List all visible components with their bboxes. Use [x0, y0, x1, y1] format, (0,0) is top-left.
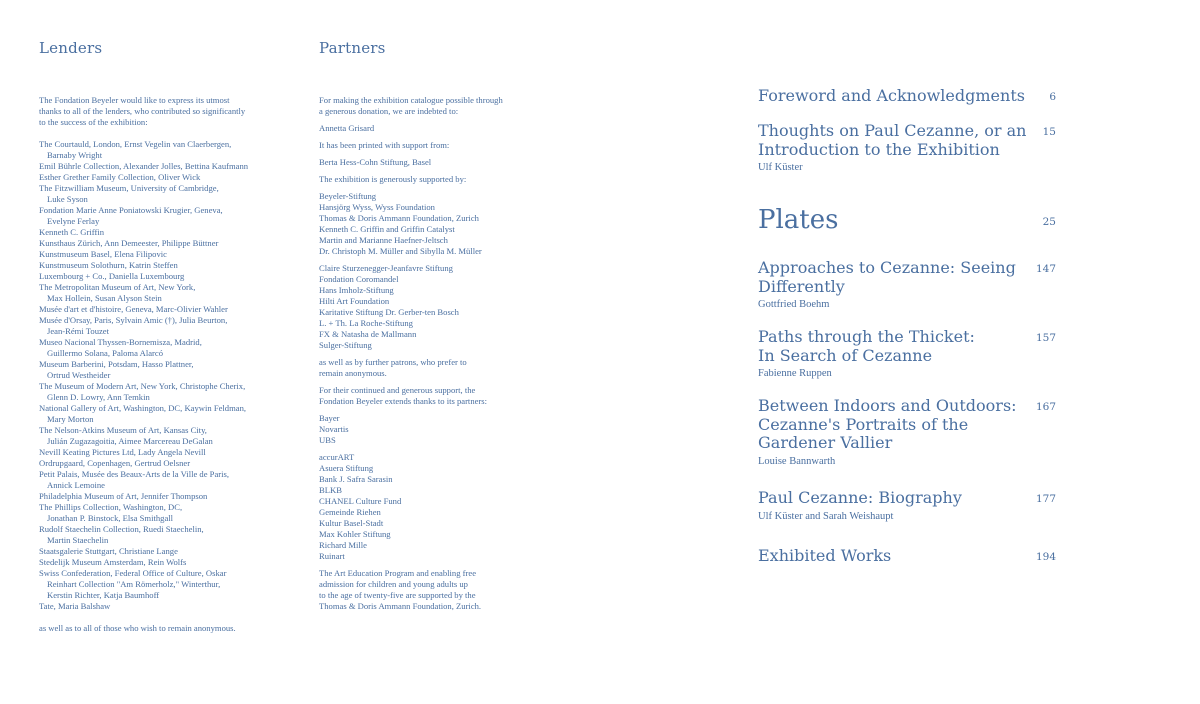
lender-entry-line: Guillermo Solana, Paloma Alarcó: [47, 348, 163, 358]
toc-page-number: 157: [1035, 332, 1056, 344]
toc-title-line: Approaches to Cezanne: Seeing: [758, 258, 1016, 277]
toc-title-line: Thoughts on Paul Cezanne, or an: [758, 121, 1027, 140]
partner-line: Kenneth C. Griffin and Griffin Catalyst: [319, 224, 455, 234]
toc-title-line: Cezanne's Portraits of the: [758, 414, 969, 434]
lender-entry-line: The Metropolitan Museum of Art, New York,: [39, 282, 196, 292]
toc-entry-title: [758, 328, 1010, 365]
partner-line: It has been printed with support from:: [319, 140, 450, 150]
toc-page-number: 15: [1042, 126, 1056, 138]
lender-entry-line: Julián Zugazagoitia, Aimee Marcereau DeGalan: [47, 436, 213, 446]
lender-entry-line: Staatsgalerie Stuttgart, Christiane Lange: [39, 546, 178, 556]
lender-entry-line: Stedelijk Museum Amsterdam, Rein Wolfs: [39, 557, 187, 567]
partner-line: admission for children and young adults up: [319, 579, 468, 589]
partner-line: to the age of twenty-five are supported by the: [319, 590, 476, 600]
partner-line: Fondation Beyeler extends thanks to its partners:: [319, 396, 488, 406]
partner-line: Beyeler-Stiftung: [319, 191, 377, 201]
partner-line: BLKB: [319, 485, 342, 495]
partner-line: Berta Hess-Cohn Stiftung, Basel: [319, 157, 432, 167]
toc-entry-title: [758, 86, 1025, 106]
partner-line: accurART: [319, 452, 355, 462]
toc-page-number: 177: [1035, 493, 1056, 505]
lender-entry-line: Evelyne Ferlay: [47, 216, 100, 226]
toc-entry-title: [758, 121, 1027, 159]
lender-entry-line: Philadelphia Museum of Art, Jennifer Thompson: [39, 491, 208, 501]
toc-title-line: Foreword and Acknowledgments: [758, 86, 1025, 105]
lenders-closing: as well as to all of those who wish to remain anonymous.: [39, 623, 236, 633]
lender-entry-line: Fondation Marie Anne Poniatowski Krugier, Geneva,: [39, 205, 223, 215]
partners-heading: Partners: [319, 39, 386, 57]
toc-page-number: 6: [1049, 91, 1056, 103]
toc-title-line: Gardener Vallier: [758, 433, 893, 452]
toc-author: Ulf Küster: [758, 162, 803, 173]
lender-entry-line: Max Hollein, Susan Alyson Stein: [47, 293, 162, 303]
lender-entry-line: Tate, Maria Balshaw: [39, 601, 111, 611]
partner-line: Asuera Stiftung: [319, 463, 374, 473]
lender-entry-line: Kunstmuseum Solothurn, Katrin Steffen: [39, 260, 178, 270]
lenders-intro-line: thanks to all of the lenders, who contributed so significantly: [39, 106, 246, 116]
lenders-intro-line: to the success of the exhibition:: [39, 117, 148, 127]
lender-entry-line: Martin Staechelin: [47, 535, 109, 545]
lender-entry-line: Glenn D. Lowry, Ann Temkin: [47, 392, 150, 402]
lender-entry-line: Kunstmuseum Basel, Elena Filipovic: [39, 249, 167, 259]
lender-entry-line: The Phillips Collection, Washington, DC,: [39, 502, 183, 512]
partner-line: Sulger-Stiftung: [319, 340, 372, 350]
toc-title-line: Between Indoors and Outdoors:: [758, 396, 1017, 415]
partner-line: CHANEL Culture Fund: [319, 496, 402, 506]
partner-line: Dr. Christoph M. Müller and Sibylla M. Müller: [319, 246, 482, 256]
lender-entry-line: Musée d'art et d'histoire, Geneva, Marc-Olivier Wahler: [39, 304, 228, 314]
partner-line: For their continued and generous support, the: [319, 385, 476, 395]
partner-line: UBS: [319, 435, 336, 445]
lender-entry-line: Rudolf Staechelin Collection, Ruedi Staechelin,: [39, 524, 204, 534]
spacer: [39, 128, 248, 139]
lender-entry-line: Swiss Confederation, Federal Office of Culture, Oskar: [39, 568, 227, 578]
partner-line: Annetta Grisard: [319, 123, 375, 133]
partner-line: Bayer: [319, 413, 340, 423]
partner-line: Hilti Art Foundation: [319, 296, 390, 306]
toc-entry-title: [758, 547, 1010, 566]
lender-entry-line: Kerstin Richter, Katja Baumhoff: [47, 590, 160, 600]
lenders-intro-line: The Fondation Beyeler would like to express its utmost: [39, 95, 230, 105]
toc-title-line: Paul Cezanne: Biography: [758, 488, 962, 507]
toc-page-number: 25: [1042, 216, 1056, 228]
partner-line: a generous donation, we are indebted to:: [319, 106, 459, 116]
partner-line: Bank J. Safra Sarasin: [319, 474, 393, 484]
partner-line: FX & Natasha de Mallmann: [319, 329, 417, 339]
partner-line: remain anonymous.: [319, 368, 387, 378]
partner-line: Ruinart: [319, 551, 345, 561]
partner-line: L. + Th. La Roche-Stiftung: [319, 318, 413, 328]
toc-page-number: 147: [1035, 263, 1056, 275]
partner-line: The exhibition is generously supported by:: [319, 174, 467, 184]
partner-line: Thomas & Doris Ammann Foundation, Zurich.: [319, 601, 482, 611]
toc-entry-title: [758, 258, 1016, 296]
partner-line: Karitative Stiftung Dr. Gerber-ten Bosch: [319, 307, 459, 317]
lender-entry-line: The Fitzwilliam Museum, University of Cambridge,: [39, 183, 219, 193]
partner-line: Kultur Basel-Stadt: [319, 518, 384, 528]
lender-entry-line: Emil Bührle Collection, Alexander Jolles, Bettina Kaufmann: [39, 161, 249, 171]
partner-line: Gemeinde Riehen: [319, 507, 381, 517]
lender-entry-line: Mary Morton: [47, 414, 94, 424]
lenders-heading: Lenders: [39, 39, 103, 57]
partner-line: Max Kohler Stiftung: [319, 529, 391, 539]
partner-line: Fondation Coromandel: [319, 274, 399, 284]
lender-entry-line: Reinhart Collection "Am Römerholz," Winterthur,: [47, 579, 221, 589]
lender-entry-line: Museum Barberini, Potsdam, Hasso Plattner,: [39, 359, 194, 369]
toc-title-line: In Search of Cezanne: [758, 345, 933, 365]
lender-entry-line: Museo Nacional Thyssen-Bornemisza, Madrid,: [39, 337, 202, 347]
lender-entry-line: Barnaby Wright: [47, 150, 103, 160]
partner-line: as well as by further patrons, who prefer to: [319, 357, 467, 367]
partner-line: Hans Imholz-Stiftung: [319, 285, 394, 295]
lender-entry-line: Musée d'Orsay, Paris, Sylvain Amic (†), Julia Beurton,: [39, 315, 228, 325]
partner-line: Richard Mille: [319, 540, 367, 550]
lender-entry-line: Kenneth C. Griffin: [39, 227, 104, 237]
partner-line: The Art Education Program and enabling free: [319, 568, 477, 578]
lender-entry-line: Petit Palais, Musée des Beaux-Arts de la Ville de Paris,: [39, 469, 230, 479]
lender-entry-line: Esther Grether Family Collection, Oliver Wick: [39, 172, 201, 182]
lender-entry-line: The Nelson-Atkins Museum of Art, Kansas City,: [39, 425, 207, 435]
toc-entry-title: [758, 489, 1010, 508]
lender-entry-line: National Gallery of Art, Washington, DC, Kaywin Feldman,: [39, 403, 247, 413]
toc-page-number: 194: [1035, 551, 1056, 563]
lender-entry-line: Nevill Keating Pictures Ltd, Lady Angela Nevill: [39, 447, 206, 457]
partner-line: Thomas & Doris Ammann Foundation, Zurich: [319, 213, 479, 223]
lender-entry-line: Ordrupgaard, Copenhagen, Gertrud Oelsner: [39, 458, 191, 468]
toc-entry-title: [758, 396, 1017, 453]
toc-entry-title: [758, 205, 1010, 235]
partners-list: [319, 95, 503, 612]
partner-line: For making the exhibition catalogue possible through: [319, 95, 503, 105]
toc-title-line: Differently: [758, 276, 845, 296]
toc-author: Gottfried Boehm: [758, 299, 830, 310]
lender-entry-line: Kunsthaus Zürich, Ann Demeester, Philippe Büttner: [39, 238, 219, 248]
toc-title-line: Plates: [758, 205, 839, 235]
lender-entry-line: Annick Lemoine: [47, 480, 105, 490]
toc-author: Fabienne Ruppen: [758, 368, 832, 379]
toc-title-line: Introduction to the Exhibition: [758, 139, 1000, 159]
lender-entry-line: Jean-Rémi Touzet: [47, 326, 110, 336]
spacer: [39, 612, 248, 623]
toc-page-number: 167: [1035, 401, 1056, 413]
lender-entry-line: Jonathan P. Binstock, Elsa Smithgall: [47, 513, 174, 523]
lender-entry-line: Ortrud Westheider: [47, 370, 111, 380]
lender-entry-line: Luxembourg + Co., Daniella Luxembourg: [39, 271, 185, 281]
partner-line: Novartis: [319, 424, 349, 434]
partner-line: Martin and Marianne Haefner-Jeltsch: [319, 235, 448, 245]
partner-line: Hansjörg Wyss, Wyss Foundation: [319, 202, 435, 212]
partner-line: Claire Sturzenegger-Jeanfavre Stiftung: [319, 263, 453, 273]
lenders-list: [39, 95, 248, 634]
toc-author: Ulf Küster and Sarah Weishaupt: [758, 510, 894, 522]
toc-author: Louise Bannwarth: [758, 455, 836, 467]
lender-entry-line: The Museum of Modern Art, New York, Christophe Cherix,: [39, 381, 246, 391]
lender-entry-line: The Courtauld, London, Ernst Vegelin van Claerbergen,: [39, 139, 232, 149]
lender-entry-line: Luke Syson: [47, 194, 88, 204]
toc-title-line: Paths through the Thicket:: [758, 327, 975, 346]
toc-title-line: Exhibited Works: [758, 546, 892, 565]
